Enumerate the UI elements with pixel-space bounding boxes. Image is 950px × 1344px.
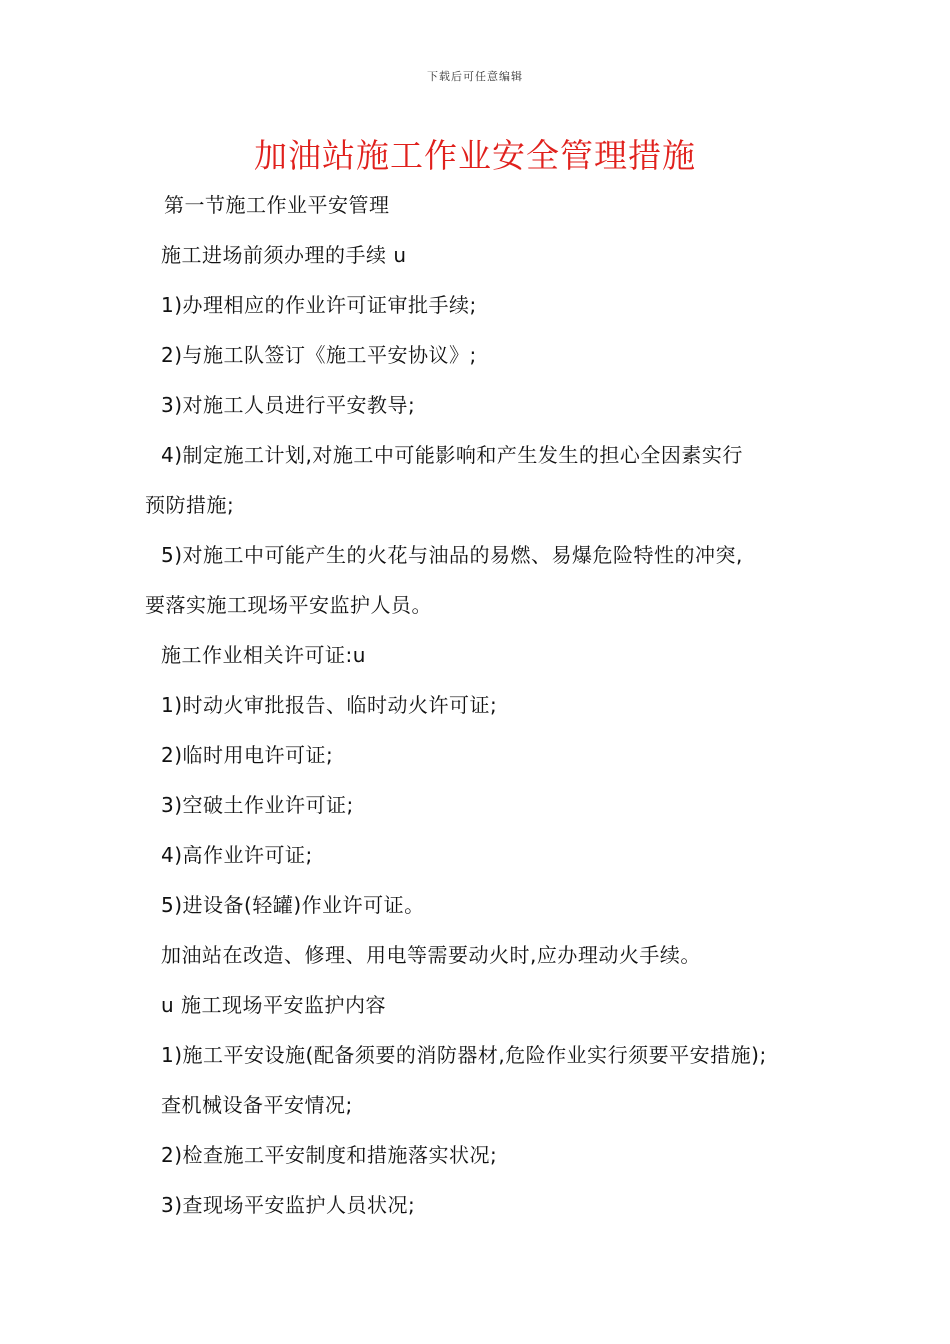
section-heading: 第一节施工作业平安管理: [164, 193, 390, 217]
list-item: 1)办理相应的作业许可证审批手续;: [161, 293, 477, 317]
list-item-continuation: 预防措施;: [145, 493, 235, 517]
list-item: 4)制定施工计划,对施工中可能影响和产生发生的担心全因素实行: [161, 443, 743, 467]
list-item: 2)检查施工平安制度和措施落实状况;: [161, 1143, 498, 1167]
paragraph-line: 施工进场前须办理的手续 u: [161, 243, 407, 267]
list-item: 3)查现场平安监护人员状况;: [161, 1193, 416, 1217]
list-item: 3)对施工人员进行平安教导;: [161, 393, 416, 417]
list-item: 1)施工平安设施(配备须要的消防器材,危险作业实行须要平安措施);: [161, 1043, 767, 1067]
document-body: [145, 180, 815, 1230]
list-item: 2)临时用电许可证;: [161, 743, 334, 767]
list-item: 3)空破土作业许可证;: [161, 793, 354, 817]
list-item: 2)与施工队签订《施工平安协议》;: [161, 343, 477, 367]
list-item: 5)对施工中可能产生的火花与油品的易燃、易爆危险特性的冲突,: [161, 543, 743, 567]
paragraph-line: u 施工现场平安监护内容: [161, 993, 387, 1017]
list-item-continuation: 查机械设备平安情况;: [161, 1093, 353, 1117]
list-item-continuation: 要落实施工现场平安监护人员。: [145, 593, 432, 617]
list-item: 4)高作业许可证;: [161, 843, 313, 867]
list-item: 5)进设备(轻罐)作业许可证。: [161, 893, 425, 917]
list-item: 1)时动火审批报告、临时动火许可证;: [161, 693, 498, 717]
page-header-note: 下载后可任意编辑: [427, 70, 523, 83]
document-title: 加油站施工作业安全管理措施: [254, 136, 696, 175]
paragraph-line: 施工作业相关许可证:u: [161, 643, 366, 667]
paragraph-line: 加油站在改造、修理、用电等需要动火时,应办理动火手续。: [161, 943, 701, 967]
